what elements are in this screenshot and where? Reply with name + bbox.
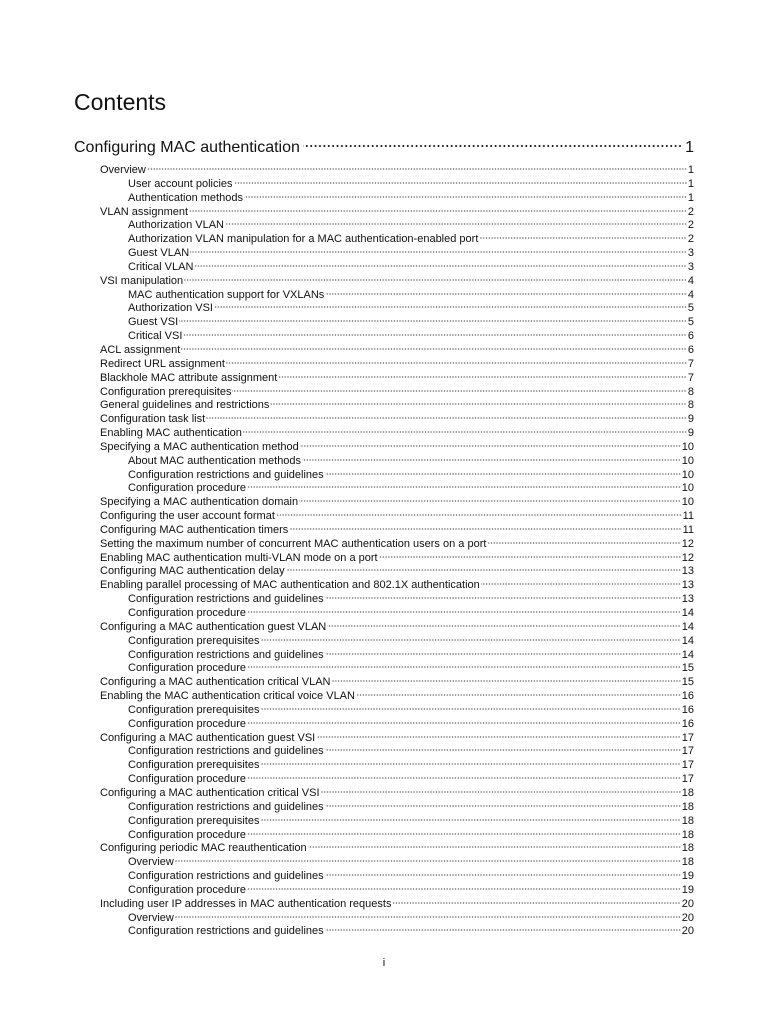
toc-entry-title: MAC authentication support for VXLANs (128, 288, 325, 301)
toc-leader-dots (226, 361, 687, 365)
toc-leader-dots (325, 748, 681, 752)
toc-leader-dots (325, 873, 681, 877)
toc-entry-title: Authorization VLAN (128, 219, 224, 232)
toc-leader-dots (302, 458, 681, 462)
toc-leader-dots (190, 250, 687, 254)
toc-entry-page: 16 (681, 703, 694, 716)
toc-leader-dots (325, 652, 681, 656)
toc-leader-dots (276, 513, 682, 517)
toc-entry-page: 18 (681, 842, 694, 855)
toc-subentry[interactable] (100, 662, 694, 676)
toc-entry-page: 14 (681, 620, 694, 633)
toc-subentry[interactable] (100, 856, 694, 870)
toc-entry-title: Configuring a MAC authentication critical VLAN (100, 676, 331, 689)
toc-entry[interactable] (100, 524, 694, 538)
toc-leader-dots (325, 472, 681, 476)
toc-entry[interactable] (100, 164, 694, 178)
toc-subentry[interactable] (100, 718, 694, 732)
toc-subentry[interactable] (100, 330, 694, 344)
toc-entry-title: Critical VSI (128, 330, 183, 343)
toc-subentry[interactable] (100, 773, 694, 787)
toc-entry-page: 12 (681, 551, 694, 564)
toc-entry-title: Authorization VSI (128, 302, 213, 315)
toc-subentry[interactable] (100, 233, 694, 247)
toc-entry[interactable] (100, 690, 694, 704)
toc-entry-page: 18 (681, 800, 694, 813)
toc-entry-title: Configuration procedure (128, 607, 247, 619)
toc-entry-title: Setting the maximum number of concurrent MAC authentication users on a port (100, 537, 487, 550)
toc-entry-page: 13 (681, 579, 694, 592)
toc-entry-title: Configuring a MAC authentication guest VLAN (100, 620, 327, 633)
toc-entry-title: Configuration procedure (128, 482, 247, 495)
toc-leader-dots (175, 915, 681, 919)
toc-entry-page: 15 (681, 662, 694, 675)
toc-entry-page: 16 (681, 690, 694, 703)
toc-entry-page: 1 (687, 177, 694, 190)
toc-list (100, 164, 694, 939)
toc-entry-page: 14 (681, 648, 694, 661)
toc-entry-title: Specifying a MAC authentication domain (100, 496, 299, 509)
toc-leader-dots (247, 832, 681, 836)
toc-leader-dots (247, 776, 681, 780)
toc-entry[interactable] (100, 441, 694, 455)
toc-entry[interactable] (100, 358, 694, 372)
toc-entry[interactable] (100, 621, 694, 635)
toc-entry-title: VSI manipulation (100, 274, 184, 287)
toc-subentry[interactable] (100, 482, 694, 496)
toc-entry-title: Configuring a MAC authentication guest VSI (100, 731, 316, 744)
toc-entry-page: 14 (681, 634, 694, 647)
toc-entry-page: 8 (687, 385, 694, 398)
toc-entry-title: About MAC authentication methods (128, 454, 302, 467)
toc-leader-dots (392, 901, 680, 905)
toc-entry-page: 2 (687, 219, 694, 232)
toc-entry-title: Guest VLAN (128, 247, 190, 260)
toc-entry-page: 3 (687, 260, 694, 273)
toc-subentry[interactable] (100, 607, 694, 621)
toc-leader-dots (300, 444, 681, 448)
toc-entry-title: Critical VLAN (128, 260, 194, 273)
toc-entry-page: 5 (687, 316, 694, 329)
toc-leader-dots (214, 305, 687, 309)
toc-subentry[interactable] (100, 302, 694, 316)
toc-entry[interactable] (100, 372, 694, 386)
toc-entry-title: Configuration restrictions and guidelines (128, 648, 324, 661)
toc-leader-dots (308, 845, 681, 849)
toc-leader-dots (479, 236, 687, 240)
toc-entry[interactable] (100, 399, 694, 413)
toc-leader-dots (303, 144, 682, 148)
toc-subentry[interactable] (100, 815, 694, 829)
toc-entry[interactable] (100, 427, 694, 441)
toc-entry-page: 17 (681, 759, 694, 772)
toc-entry-page: 20 (681, 925, 694, 938)
toc-leader-dots (183, 333, 686, 337)
toc-entry-page: 14 (681, 607, 694, 619)
toc-entry-page: 5 (687, 302, 694, 315)
toc-subentry[interactable] (100, 925, 694, 939)
toc-leader-dots (327, 624, 681, 628)
toc-entry-page: 9 (687, 413, 694, 426)
toc-leader-dots (175, 859, 681, 863)
toc-entry-page: 19 (681, 870, 694, 883)
toc-entry[interactable] (100, 552, 694, 566)
toc-entry-title: Configuring MAC authentication timers (100, 523, 289, 536)
toc-entry-title: Configuration prerequisites (128, 703, 260, 716)
toc-entry-page: 18 (681, 856, 694, 869)
toc-entry-title: Configuration prerequisites (100, 385, 232, 398)
toc-entry-title: Redirect URL assignment (100, 357, 225, 370)
toc-leader-dots (278, 375, 687, 379)
toc-entry-page: 1 (687, 191, 694, 204)
toc-leader-dots (194, 264, 686, 268)
toc-leader-dots (247, 887, 681, 891)
toc-leader-dots (243, 430, 687, 434)
toc-entry-title: General guidelines and restrictions (100, 399, 270, 412)
toc-entry-page: 10 (681, 440, 694, 453)
toc-entry-title: Overview (128, 856, 174, 869)
toc-entry[interactable] (100, 732, 694, 746)
toc-entry-title: Enabling the MAC authentication critical voice VLAN (100, 690, 355, 703)
toc-leader-dots (356, 693, 681, 697)
toc-leader-dots (325, 292, 687, 296)
toc-entry-page: 13 (681, 565, 694, 578)
toc-entry-page: 10 (681, 454, 694, 467)
toc-entry-title: ACL assignment (100, 343, 181, 356)
toc-entry-page: 11 (682, 523, 694, 536)
toc-subentry[interactable] (100, 884, 694, 898)
toc-subentry[interactable] (100, 469, 694, 483)
toc-entry-page: 15 (681, 676, 694, 689)
toc-chapter-title: Configuring MAC authentication (74, 139, 300, 156)
toc-leader-dots (286, 568, 681, 572)
toc-subentry[interactable] (100, 261, 694, 275)
toc-leader-dots (184, 278, 687, 282)
toc-entry-title: Configuration restrictions and guidelines (128, 870, 324, 883)
toc-entry-page: 11 (682, 510, 694, 523)
toc-entry-title: Configuration procedure (128, 828, 247, 841)
toc-leader-dots (325, 804, 681, 808)
toc-leader-dots (289, 527, 681, 531)
toc-entry-title: User account policies (128, 177, 233, 190)
toc-entry[interactable] (100, 206, 694, 220)
toc-entry-page: 2 (687, 233, 694, 246)
toc-subentry[interactable] (100, 178, 694, 192)
toc-leader-dots (244, 195, 687, 199)
toc-leader-dots (232, 389, 686, 393)
toc-entry-title: Specifying a MAC authentication method (100, 440, 299, 453)
toc-leader-dots (332, 679, 681, 683)
toc-chapter[interactable] (74, 136, 694, 160)
toc-entry-title: Configuration prerequisites (128, 814, 260, 827)
toc-entry-title: Configuring a MAC authentication critical VSI (100, 786, 320, 799)
toc-subentry[interactable] (100, 316, 694, 330)
toc-entry-page: 4 (687, 288, 694, 301)
toc-entry[interactable] (100, 898, 694, 912)
toc-entry-page: 12 (681, 537, 694, 550)
toc-leader-dots (481, 582, 681, 586)
toc-entry-page: 8 (687, 399, 694, 412)
toc-entry-title: Enabling MAC authentication (100, 427, 242, 440)
toc-leader-dots (234, 181, 687, 185)
toc-entry-page: 7 (687, 357, 694, 370)
toc-entry-title: Overview (128, 911, 174, 924)
toc-entry-title: Configuration restrictions and guidelines (128, 745, 324, 758)
toc-entry-title: Configuration prerequisites (128, 759, 260, 772)
toc-leader-dots (260, 707, 680, 711)
toc-entry-title: Overview (100, 164, 146, 176)
toc-leader-dots (487, 541, 680, 545)
toc-subentry[interactable] (100, 801, 694, 815)
toc-entry-page: 3 (687, 247, 694, 260)
toc-entry-title: Authentication methods (128, 191, 243, 204)
toc-entry[interactable] (100, 496, 694, 510)
toc-leader-dots (270, 402, 687, 406)
toc-entry-title: Enabling parallel processing of MAC authentication and 802.1X authentication (100, 579, 480, 592)
toc-entry[interactable] (100, 579, 694, 593)
toc-entry-page: 10 (681, 496, 694, 509)
toc-entry-title: Configuration procedure (128, 717, 247, 730)
toc-entry-title: Including user IP addresses in MAC authentication requests (100, 897, 392, 910)
toc-entry-page: 6 (687, 343, 694, 356)
toc-entry-page: 1 (687, 164, 694, 176)
toc-leader-dots (260, 762, 680, 766)
toc-entry-title: Configuration prerequisites (128, 634, 260, 647)
toc-leader-dots (325, 928, 681, 932)
toc-entry-page: 20 (681, 897, 694, 910)
toc-entry-page: 13 (681, 593, 694, 606)
toc-entry-page: 17 (681, 773, 694, 786)
toc-entry[interactable] (100, 842, 694, 856)
toc-entry-title: Authorization VLAN manipulation for a MAC authentication-enabled port (128, 233, 479, 246)
toc-entry-title: Enabling MAC authentication multi-VLAN mode on a port (100, 551, 378, 564)
toc-entry-page: 19 (681, 883, 694, 896)
toc-entry-title: VLAN assignment (100, 205, 189, 218)
toc-entry[interactable] (100, 787, 694, 801)
toc-subentry[interactable] (100, 912, 694, 926)
toc-entry[interactable] (100, 386, 694, 400)
toc-entry-page: 2 (687, 205, 694, 218)
toc-entry-page: 18 (681, 814, 694, 827)
toc-leader-dots (321, 790, 681, 794)
toc-leader-dots (206, 416, 687, 420)
toc-leader-dots (325, 596, 681, 600)
toc-entry-page: 16 (681, 717, 694, 730)
toc-leader-dots (316, 735, 681, 739)
toc-entry-title: Guest VSI (128, 316, 179, 329)
toc-leader-dots (181, 347, 687, 351)
page-title: Contents (74, 89, 167, 115)
toc-leader-dots (247, 665, 681, 669)
toc-entry-title: Configuring the user account format (100, 510, 275, 523)
toc-entry-title: Configuration task list (100, 413, 206, 426)
toc-subentry[interactable] (100, 247, 694, 261)
toc-entry-page: 10 (681, 482, 694, 495)
toc-entry-title: Configuring periodic MAC reauthentication (100, 842, 307, 855)
toc-entry[interactable] (100, 344, 694, 358)
toc-subentry[interactable] (100, 192, 694, 206)
toc-entry[interactable] (100, 676, 694, 690)
toc-entry[interactable] (100, 565, 694, 579)
toc-entry-title: Configuration restrictions and guidelines (128, 593, 324, 606)
toc-entry-page: 10 (681, 468, 694, 481)
toc-subentry[interactable] (100, 593, 694, 607)
toc-entry[interactable] (100, 413, 694, 427)
toc-entry[interactable] (100, 275, 694, 289)
toc-subentry[interactable] (100, 745, 694, 759)
toc-leader-dots (225, 222, 687, 226)
toc-entry-title: Configuration procedure (128, 662, 247, 675)
toc-subentry[interactable] (100, 649, 694, 663)
toc-entry[interactable] (100, 538, 694, 552)
toc-entry-title: Configuration restrictions and guidelines (128, 800, 324, 813)
toc-entry-title: Configuration restrictions and guidelines (128, 925, 324, 938)
toc-entry-title: Configuration procedure (128, 883, 247, 896)
toc-leader-dots (299, 499, 681, 503)
toc-leader-dots (260, 638, 680, 642)
toc-subentry[interactable] (100, 870, 694, 884)
toc-subentry[interactable] (100, 289, 694, 303)
toc-subentry[interactable] (100, 829, 694, 843)
toc-entry-title: Configuring MAC authentication delay (100, 565, 285, 578)
toc-entry-page: 20 (681, 911, 694, 924)
toc-entry-page: 4 (687, 274, 694, 287)
toc-leader-dots (179, 319, 687, 323)
toc-entry-page: 17 (681, 731, 694, 744)
toc-entry-page: 9 (687, 427, 694, 440)
toc-leader-dots (247, 485, 681, 489)
toc-entry[interactable] (100, 510, 694, 524)
toc-leader-dots (247, 721, 681, 725)
toc-leader-dots (379, 555, 681, 559)
toc-subentry[interactable] (100, 455, 694, 469)
toc-chapter-page: 1 (685, 139, 694, 156)
toc-subentry[interactable] (100, 759, 694, 773)
toc-leader-dots (247, 610, 681, 614)
toc-subentry[interactable] (100, 635, 694, 649)
toc-entry-page: 7 (687, 371, 694, 384)
page-number-footer: i (382, 957, 386, 969)
toc-entry-page: 17 (681, 745, 694, 758)
toc-entry-title: Blackhole MAC attribute assignment (100, 371, 278, 384)
toc-leader-dots (147, 167, 687, 171)
toc-entry-page: 18 (681, 828, 694, 841)
toc-subentry[interactable] (100, 219, 694, 233)
toc-entry-page: 6 (687, 330, 694, 343)
toc-leader-dots (260, 818, 680, 822)
toc-subentry[interactable] (100, 704, 694, 718)
toc-entry-title: Configuration restrictions and guidelines (128, 468, 324, 481)
toc-entry-page: 18 (681, 786, 694, 799)
toc-entry-title: Configuration procedure (128, 773, 247, 786)
toc-leader-dots (189, 209, 687, 213)
